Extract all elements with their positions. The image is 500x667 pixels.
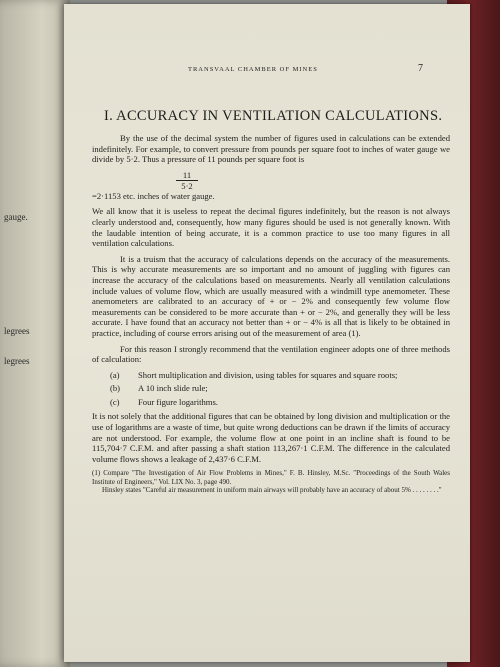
list-item xyxy=(92,370,450,381)
footnote xyxy=(92,469,450,494)
paragraph: For this reason I strongly recommend that the ventilation engineer adopts one of three methods of calculation: xyxy=(92,343,450,365)
page-number: 7 xyxy=(418,63,423,74)
list-marker: (c) xyxy=(110,396,120,407)
previous-page-edge xyxy=(0,0,70,667)
list-item-text: A 10 inch slide rule; xyxy=(138,383,208,394)
paragraph: We all know that it is useless to repeat the decimal figures indefinitely, but the reason is not always clearly understood and, consequently, how many figures should be used is not generally known. With the laudable intention of being accurate, it is a common practice to use too many figures in all ventilation calculations. xyxy=(92,206,450,249)
footnote-line: (1) Compare "The Investigation of Air Flow Problems in Mines," F. B. Hinsley, M.Sc. "Proceedings of the South Wales Institute of Engineers," Vol. LIX No. 3, page 490. xyxy=(92,469,450,486)
paragraph: By the use of the decimal system the number of figures used in calculations can be extended indefinitely. For example, to convert pressure from pounds per square foot to inches of water gauge we divide by 5·2. Thus a pressure of 11 pounds per square foot is xyxy=(92,133,450,165)
document-page xyxy=(64,4,470,662)
list-marker: (b) xyxy=(110,383,121,394)
methods-list xyxy=(92,370,450,408)
fraction-numerator: 11 xyxy=(176,170,198,181)
footnote-line: Hinsley states "Careful air measurement in uniform main airways will probably have an accuracy of about 5% . . . . . . . ." xyxy=(102,485,442,494)
list-item xyxy=(92,397,450,408)
body-text xyxy=(92,133,450,494)
list-item xyxy=(92,383,450,394)
left-page-fragment: legrees xyxy=(4,326,30,336)
list-marker: (a) xyxy=(110,369,120,380)
left-page-fragment: gauge. xyxy=(4,212,28,222)
section-title: I. ACCURACY IN VENTILATION CALCULATIONS. xyxy=(104,108,443,124)
list-item-text: Short multiplication and division, using tables for squares and square roots; xyxy=(138,369,398,380)
fraction-result: =2·1153 etc. inches of water gauge. xyxy=(92,190,215,201)
running-header: TRANSVAAL CHAMBER OF MINES xyxy=(188,66,318,73)
fraction xyxy=(152,170,222,191)
paragraph: It is not solely that the additional figures that can be obtained by long division and multiplication or the use of logarithms are a waste of time, but quite wrong deductions can be drawn if the limits of accuracy are not understood. For example, the volume flow at one point in an incline shaft is found to be 115,704·7 C.F.M. and after passing a shaft station 113,267·1 C.F.M. The difference in the calculated volume flows shows a leakage of 2,437·6 C.F.M. xyxy=(92,411,450,464)
list-item-text: Four figure logarithms. xyxy=(138,396,218,407)
left-page-fragment: legrees xyxy=(4,356,30,366)
fraction-denominator: 5·2 xyxy=(181,180,193,191)
paragraph: It is a truism that the accuracy of calculations depends on the accuracy of the measurements. This is why accurate measurements are so important and no amount of juggling with figures can increase the accuracy of the calculations based on measurements. Nearly all ventilation calculations include values of volume flow, which are usually measured with a windmill type anemometer. These anemometers are calibrated to an accuracy of + or − 2% and consequently few volume flow measurements can be considered to be more accurate than + or − 2%, and generally they will be less accurate. I have found that an accuracy not better than + or − 4% is all that is likely to be obtained in practice, including of course errors arising out of the measurement of area (1). xyxy=(92,253,450,338)
